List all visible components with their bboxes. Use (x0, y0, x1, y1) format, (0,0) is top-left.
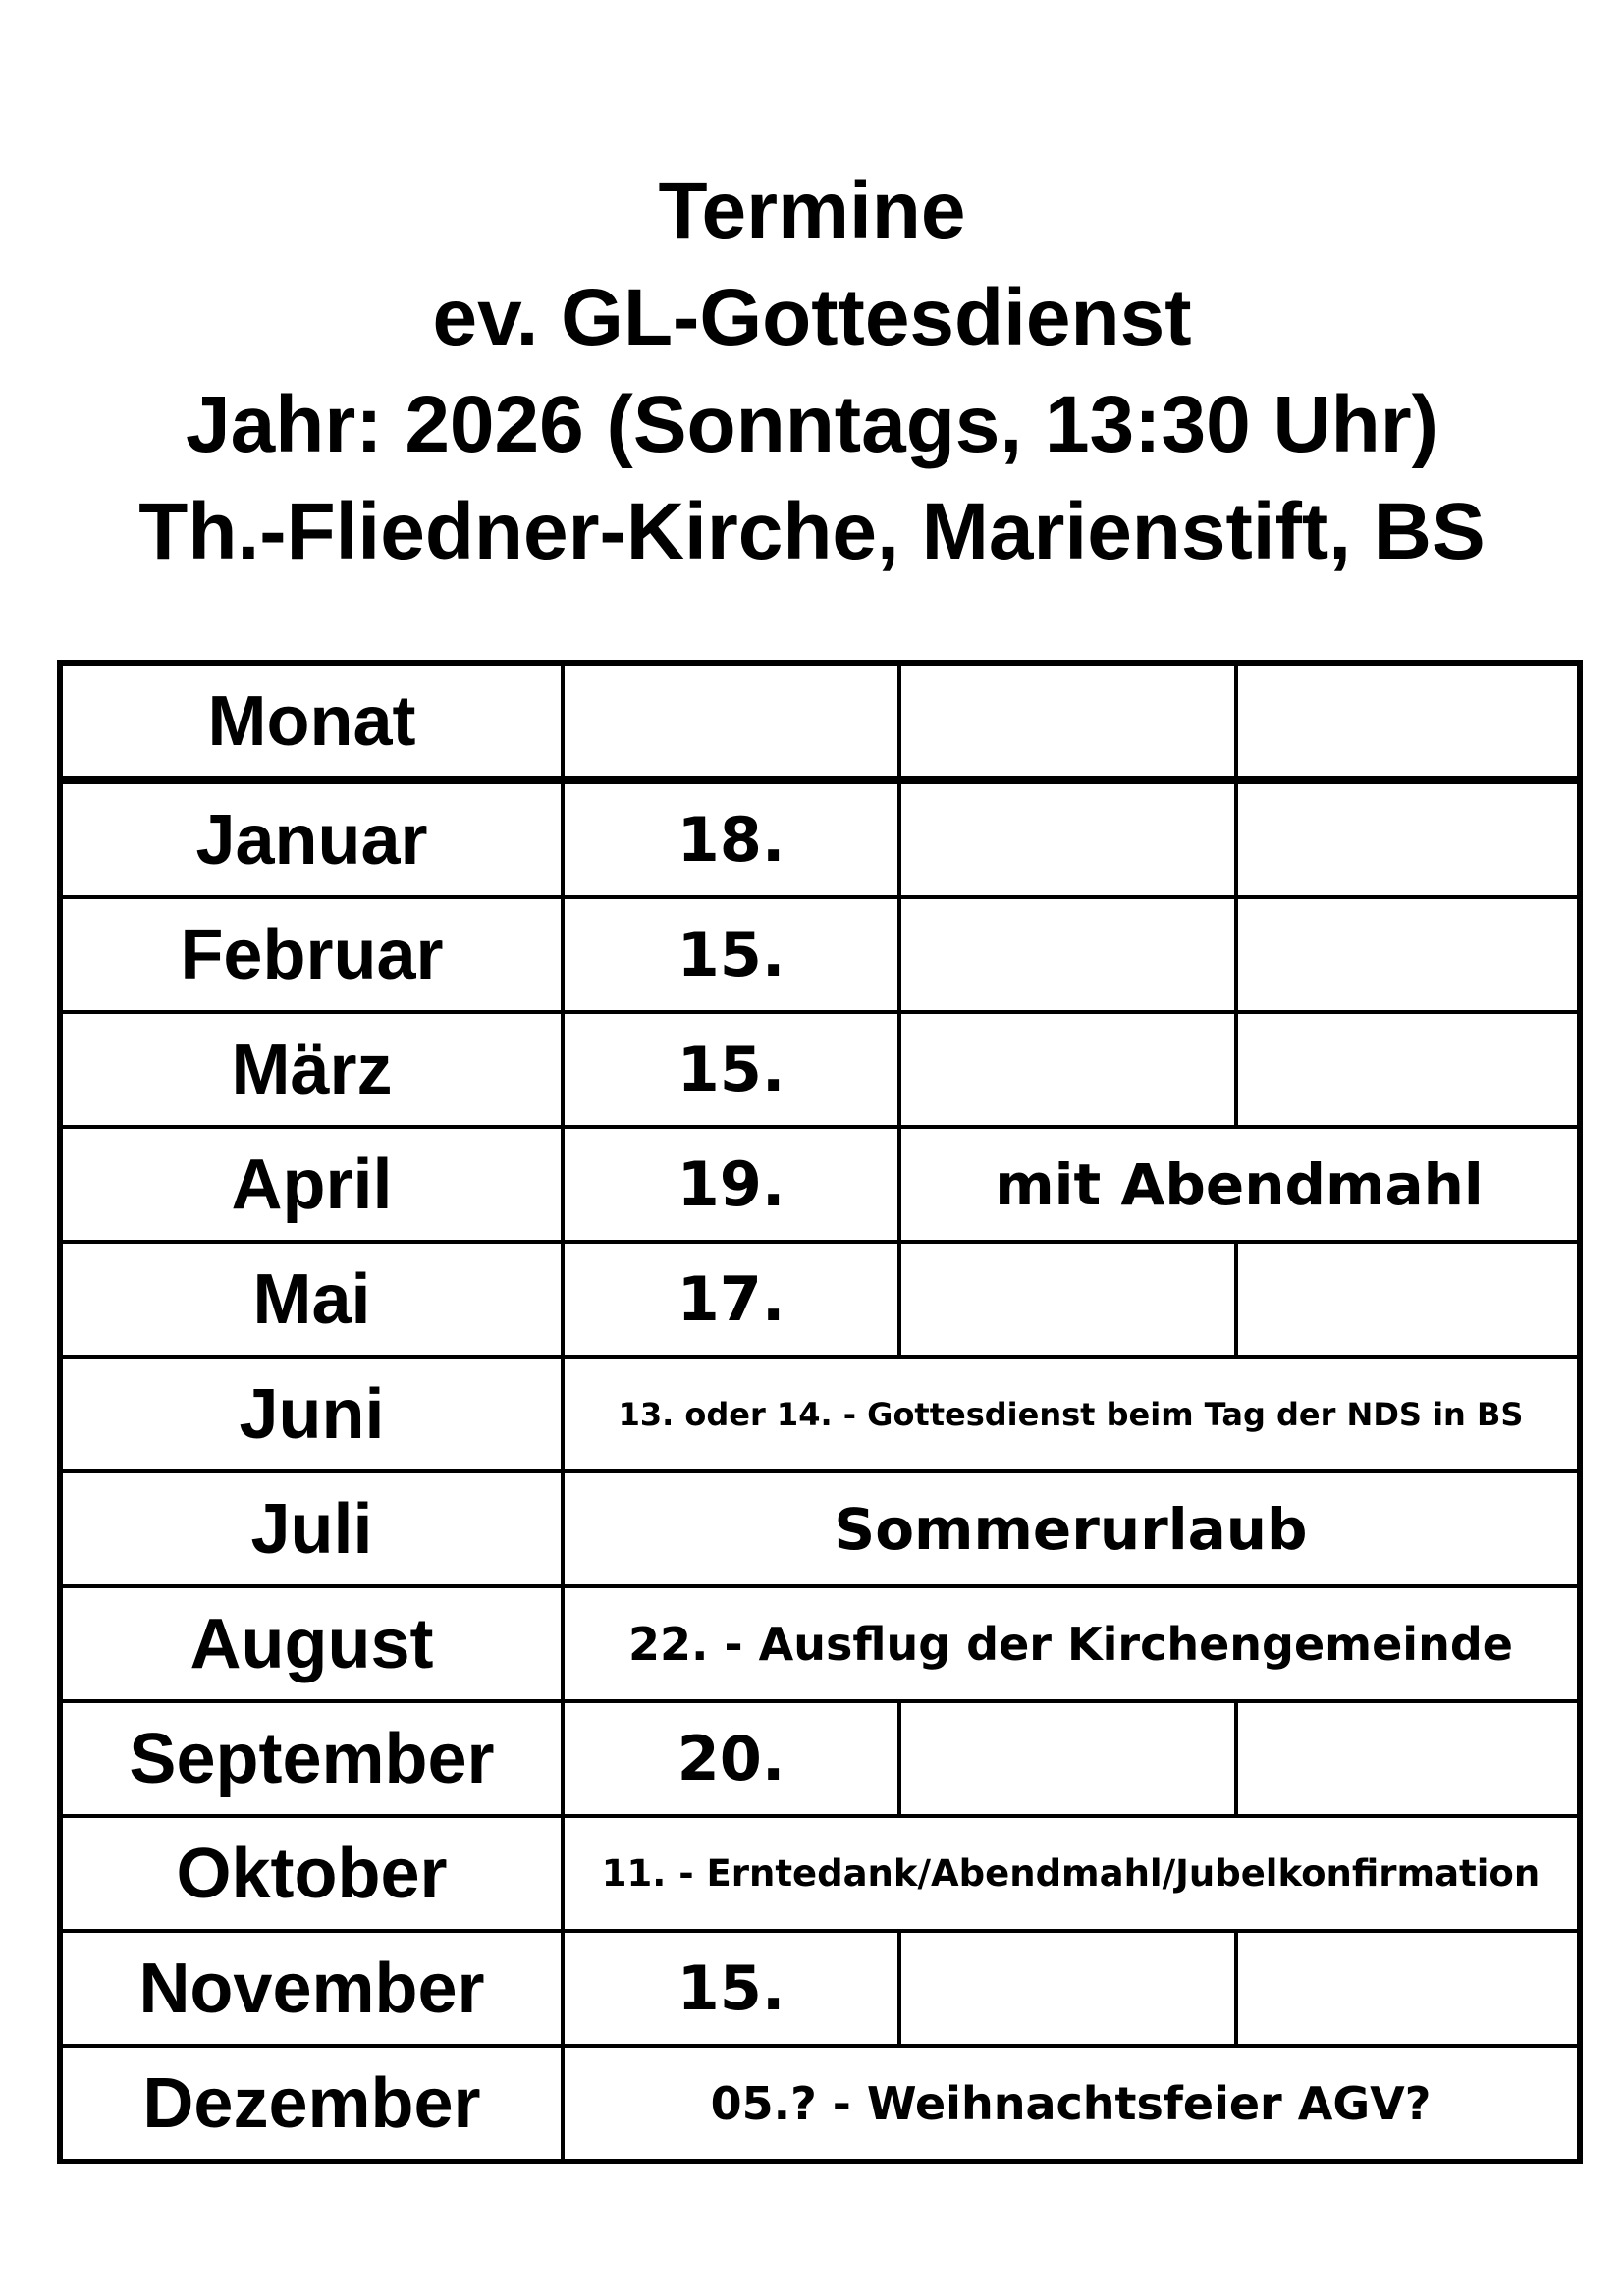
table-row-maerz (60, 1012, 1580, 1127)
empty-cell (899, 1701, 1236, 1816)
empty-cell (899, 1242, 1236, 1357)
table-row-november (60, 1931, 1580, 2046)
empty-cell (1236, 1012, 1580, 1127)
table-row-april (60, 1127, 1580, 1242)
day-cell: 19. (563, 1127, 899, 1242)
empty-cell (1236, 1931, 1580, 2046)
title-line-location: Th.-Fliedner-Kirche, Marienstift, BS (138, 487, 1486, 576)
note-cell: 13. oder 14. - Gottesdienst beim Tag der NDS in BS (563, 1357, 1580, 1471)
note-cell: 05.? - Weihnachtsfeier AGV? (563, 2046, 1580, 2162)
month-cell: Dezember (60, 2046, 563, 2162)
table-row-mai (60, 1242, 1580, 1357)
month-cell: April (60, 1127, 563, 1242)
empty-cell (899, 1931, 1236, 2046)
table-header-row (60, 663, 1580, 780)
month-cell: Mai (60, 1242, 563, 1357)
table-row-oktober (60, 1816, 1580, 1931)
empty-header-cell (563, 663, 899, 780)
month-cell: November (60, 1931, 563, 2046)
month-cell: September (60, 1701, 563, 1816)
empty-cell (1236, 1242, 1580, 1357)
table-row-februar (60, 897, 1580, 1012)
title-line-service: ev. GL-Gottesdienst (432, 273, 1192, 362)
document-header (0, 157, 1624, 585)
month-cell: Februar (60, 897, 563, 1012)
empty-cell (1236, 1701, 1580, 1816)
table-row-august (60, 1586, 1580, 1701)
column-header-monat: Monat (60, 663, 563, 780)
day-cell: 17. (563, 1242, 899, 1357)
month-cell: Juli (60, 1471, 563, 1586)
note-cell: Sommerurlaub (563, 1471, 1580, 1586)
month-cell: Januar (60, 780, 563, 897)
schedule-table (57, 660, 1583, 2164)
empty-cell (899, 1012, 1236, 1127)
empty-cell (1236, 897, 1580, 1012)
table-row-juni (60, 1357, 1580, 1471)
month-cell: Juni (60, 1357, 563, 1471)
empty-cell (899, 780, 1236, 897)
title-line-termine: Termine (658, 166, 966, 255)
title-line-year: Jahr: 2026 (Sonntags, 13:30 Uhr) (186, 380, 1438, 469)
empty-cell (1236, 780, 1580, 897)
note-cell: 11. - Erntedank/Abendmahl/Jubelkonfirmation (563, 1816, 1580, 1931)
empty-header-cell (899, 663, 1236, 780)
note-cell: 22. - Ausflug der Kirchengemeinde (563, 1586, 1580, 1701)
day-cell: 18. (563, 780, 899, 897)
table-row-januar (60, 780, 1580, 897)
table-row-dezember (60, 2046, 1580, 2162)
month-cell: August (60, 1586, 563, 1701)
note-cell: mit Abendmahl (899, 1127, 1580, 1242)
day-cell: 15. (563, 1931, 899, 2046)
month-cell: Oktober (60, 1816, 563, 1931)
table-row-september (60, 1701, 1580, 1816)
day-cell: 15. (563, 897, 899, 1012)
day-cell: 20. (563, 1701, 899, 1816)
empty-cell (899, 897, 1236, 1012)
empty-header-cell (1236, 663, 1580, 780)
month-cell: März (60, 1012, 563, 1127)
table-row-juli (60, 1471, 1580, 1586)
day-cell: 15. (563, 1012, 899, 1127)
